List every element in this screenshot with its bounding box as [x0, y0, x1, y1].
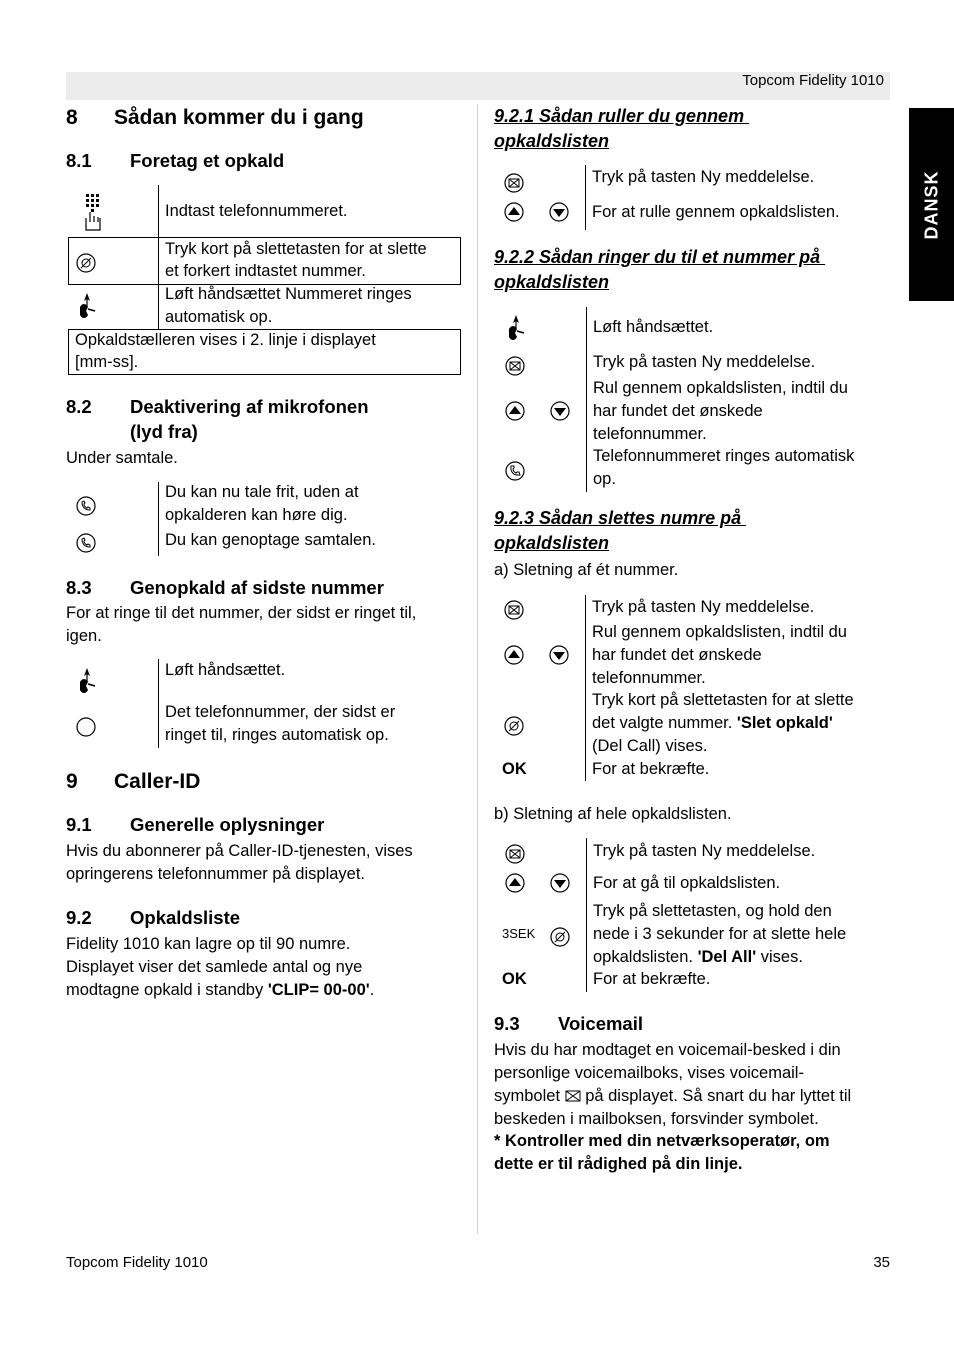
table-divider: [586, 838, 587, 992]
lift-handset-icon: [505, 313, 527, 343]
section-title: Genopkald af sidste nummer: [130, 577, 384, 598]
arrow-up-icon: [504, 400, 526, 422]
section-9-3-heading: [494, 1011, 643, 1036]
ok-key-label: OK: [502, 970, 527, 988]
paragraph: opringerens telefonnummer på displayet.: [66, 865, 366, 883]
paragraph: Fidelity 1010 kan lagre op til 90 numre.: [66, 935, 351, 953]
instruction-text: Telefonnummeret ringes automatisk: [593, 447, 855, 465]
instruction-text: [592, 712, 833, 735]
paragraph-text: på displayet. Så snart du har lyttet til: [580, 1087, 852, 1105]
message-key-icon: [504, 843, 526, 865]
message-key-icon: [504, 355, 526, 377]
instruction-text: Løft håndsættet.: [593, 318, 714, 336]
message-key-icon: [503, 172, 525, 194]
instruction-text: Rul gennem opkaldslisten, indtil du: [593, 379, 848, 397]
voicemail-envelope-icon: [565, 1089, 581, 1103]
paragraph-text: symbolet: [494, 1087, 565, 1105]
lift-handset-icon: [76, 666, 98, 696]
section-9-2-1-heading-cont: opkaldslisten: [494, 131, 610, 151]
instruction-text: Tryk på tasten Ny meddelelse.: [592, 598, 815, 616]
instruction-text: automatisk op.: [165, 308, 273, 326]
paragraph: Hvis du har modtaget en voicemail-besked i din: [494, 1041, 841, 1059]
paragraph-text: modtagne opkald i standby: [66, 981, 268, 999]
display-message: 'Del All': [697, 948, 757, 966]
arrow-down-icon: [548, 644, 570, 666]
section-number: 9.2: [66, 907, 92, 928]
instruction-text: Tryk kort på slettetasten for at slette: [592, 691, 854, 709]
section-9-2-3-heading: 9.2.3 Sådan slettes numre på: [494, 508, 747, 528]
keypad-hand-icon: [80, 192, 106, 232]
instruction-text: Tryk på slettetasten, og hold den: [593, 902, 832, 920]
instruction-text: nede i 3 sekunder for at slette hele: [593, 925, 847, 943]
lift-handset-icon: [76, 291, 98, 321]
instruction-part: opkaldslisten.: [593, 948, 698, 966]
paragraph: Displayet viser det samlede antal og nye: [66, 958, 363, 976]
section-number: 8.3: [66, 577, 92, 598]
arrow-down-icon: [548, 201, 570, 223]
section-9-2-3-heading-cont: opkaldslisten: [494, 533, 610, 553]
instruction-text: Indtast telefonnummeret.: [165, 202, 348, 220]
instruction-text: telefonnummer.: [593, 425, 707, 443]
display-message: 'Slet opkald': [736, 714, 833, 732]
instruction-text: Rul gennem opkaldslisten, indtil du: [592, 623, 847, 641]
section-9-2-heading: [66, 905, 240, 930]
section-title: Deaktivering af mikrofonen: [130, 396, 369, 417]
arrow-up-icon: [504, 872, 526, 894]
language-tab: [909, 108, 954, 301]
message-key-icon: [503, 599, 525, 621]
instruction-text: Du kan genoptage samtalen.: [165, 531, 376, 549]
instruction-text: Tryk på tasten Ny meddelelse.: [593, 842, 816, 860]
arrow-up-icon: [503, 644, 525, 666]
instruction-text: For at gå til opkaldslisten.: [593, 874, 781, 892]
clip-code: 'CLIP= 00-00': [267, 981, 370, 999]
intro-text: Under samtale.: [66, 449, 178, 467]
instruction-text: Du kan nu tale frit, uden at: [165, 483, 359, 501]
section-title: Foretag et opkald: [130, 150, 285, 171]
mute-key-icon: [75, 495, 97, 517]
instruction-text: ringet til, ringes automatisk op.: [165, 726, 389, 744]
section-9-2-1-heading: 9.2.1 Sådan ruller du gennem: [494, 106, 750, 126]
intro-text: b) Sletning af hele opkaldslisten.: [494, 805, 732, 823]
section-number: 8.1: [66, 150, 92, 171]
section-9-2-2-heading-cont: opkaldslisten: [494, 272, 610, 292]
section-title: Generelle oplysninger: [130, 814, 325, 835]
column-divider: [477, 104, 478, 1234]
table-divider: [158, 237, 159, 285]
instruction-text: har fundet det ønskede: [592, 646, 762, 664]
intro-text: igen.: [66, 627, 102, 645]
section-title: Opkaldsliste: [130, 907, 241, 928]
section-9-heading: [66, 769, 200, 795]
instruction-text: For at bekræfte.: [592, 760, 710, 778]
paragraph: [66, 979, 374, 1002]
instruction-text: Løft håndsættet.: [165, 661, 286, 679]
instruction-text: op.: [593, 470, 616, 488]
section-8-heading: [66, 105, 364, 131]
arrow-down-icon: [549, 400, 571, 422]
instruction-part: vises.: [756, 948, 803, 966]
table-divider: [158, 659, 159, 748]
instruction-text: Tryk kort på slettetasten for at slette: [165, 240, 427, 258]
header-title: Topcom Fidelity 1010: [742, 72, 884, 89]
section-title: Voicemail: [558, 1013, 644, 1034]
section-number: 9.1: [66, 814, 92, 835]
three-seconds-label: 3SEK: [502, 926, 536, 941]
delete-key-icon: [549, 926, 571, 948]
instruction-text: For at bekræfte.: [593, 970, 711, 988]
mute-key-icon: [75, 532, 97, 554]
instruction-text: (Del Call) vises.: [592, 737, 708, 755]
paragraph: [494, 1085, 851, 1108]
section-number: 8.2: [66, 396, 92, 417]
paragraph: personlige voicemailboks, vises voicemail-: [494, 1064, 804, 1082]
redial-key-icon: [75, 716, 97, 738]
call-key-icon: [504, 460, 526, 482]
note-text: dette er til rådighed på din linje.: [494, 1155, 743, 1173]
table-divider: [586, 307, 587, 492]
note-text: Opkaldstælleren vises i 2. linje i displayet: [75, 331, 376, 349]
delete-key-icon: [75, 252, 97, 274]
instruction-text: har fundet det ønskede: [593, 402, 763, 420]
section-title: Caller-ID: [114, 770, 201, 793]
paragraph-text: .: [369, 981, 375, 999]
intro-text: For at ringe til det nummer, der sidst er ringet til,: [66, 604, 417, 622]
section-9-2-2-heading: 9.2.2 Sådan ringer du til et nummer på: [494, 247, 826, 267]
language-tab-label: DANSK: [921, 169, 941, 240]
table-divider: [585, 595, 586, 781]
instruction-text: Tryk på tasten Ny meddelelse.: [592, 168, 815, 186]
instruction-text: Løft håndsættet Nummeret ringes: [165, 285, 412, 303]
table-divider: [158, 285, 159, 329]
note-text: * Kontroller med din netværksoperatør, om: [494, 1132, 830, 1150]
section-number: 9.3: [494, 1013, 520, 1034]
arrow-down-icon: [549, 872, 571, 894]
section-9-1-heading: [66, 812, 324, 837]
section-8-1-heading: [66, 148, 284, 173]
instruction-text: [593, 946, 803, 969]
instruction-text: Det telefonnummer, der sidst er: [165, 703, 396, 721]
instruction-part: det valgte nummer.: [592, 714, 737, 732]
ok-key-label: OK: [502, 760, 527, 778]
table-divider: [158, 482, 159, 556]
paragraph: beskeden i mailboksen, forsvinder symbolet.: [494, 1110, 819, 1128]
section-title: Sådan kommer du i gang: [114, 106, 364, 129]
section-title-cont: (lyd fra): [130, 421, 198, 442]
instruction-text: Tryk på tasten Ny meddelelse.: [593, 353, 816, 371]
note-text: [mm-ss].: [75, 353, 139, 371]
instruction-text: telefonnummer.: [592, 669, 706, 687]
section-8-2-heading: [66, 394, 369, 419]
arrow-up-icon: [503, 201, 525, 223]
instruction-text: opkalderen kan høre dig.: [165, 506, 348, 524]
footer-title: Topcom Fidelity 1010: [66, 1254, 208, 1271]
intro-text: a) Sletning af ét nummer.: [494, 561, 679, 579]
paragraph: Hvis du abonnerer på Caller-ID-tjenesten, vises: [66, 842, 413, 860]
table-divider: [585, 165, 586, 230]
section-8-3-heading: [66, 575, 384, 600]
page-number: 35: [873, 1254, 890, 1271]
delete-key-icon: [503, 715, 525, 737]
instruction-text: et forkert indtastet nummer.: [165, 262, 366, 280]
section-number: 9: [66, 770, 78, 793]
instruction-text: For at rulle gennem opkaldslisten.: [592, 203, 840, 221]
section-number: 8: [66, 106, 78, 129]
table-divider: [158, 185, 159, 237]
